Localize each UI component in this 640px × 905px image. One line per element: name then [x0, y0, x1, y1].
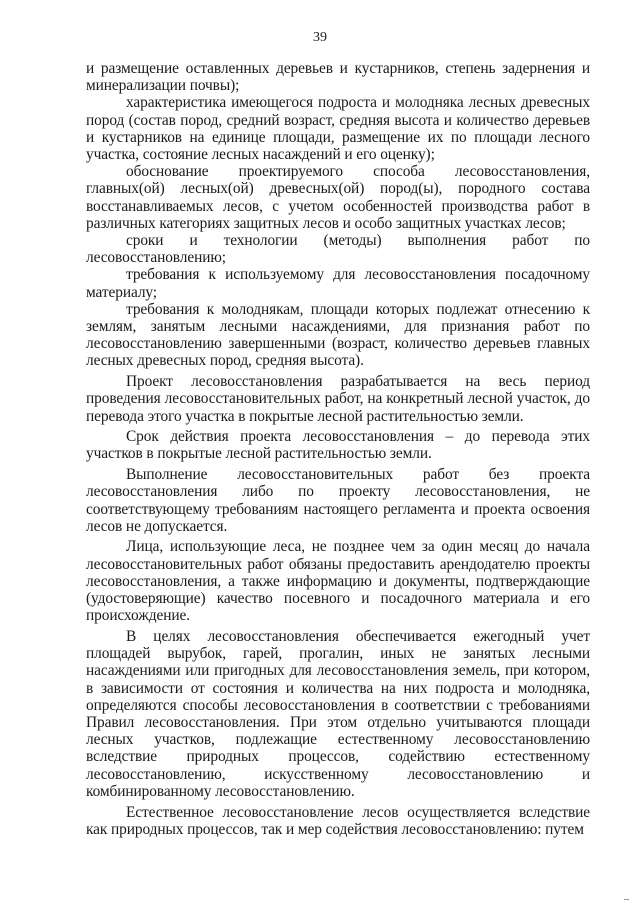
paragraph: сроки и технологии (методы) выполнения работ по лесовосстановлению; — [86, 232, 590, 267]
paragraph: требования к используемому для лесовосстановления посадочному материалу; — [86, 266, 590, 301]
document-body — [86, 60, 590, 838]
paragraph: В целях лесовосстановления обеспечивается ежегодный учет площадей вырубок, гарей, прогалин, иных не занятых лесными насаждениями или пригодных для лесовосстановления земель, при котором, в зависимости от состояния и количества на них подроста и молодняка, определяются способы лесовосстановления в соответствии с требованиями Правил лесовосстановления. При этом отдельно учитываются площади лесных участков, подлежащие естественному лесовосстановлению вследствие природных процессов, содействию естественному лесовосстановлению, искусственному лесовосстановлению и комбинированному лесовосстановлению. — [86, 628, 590, 800]
paragraph: Выполнение лесовосстановительных работ без проекта лесовосстановления либо по проекту лесовосстановления, не соответствующему требованиям настоящего регламента и проекта освоения лесов не допускается. — [86, 466, 590, 535]
paragraph: Естественное лесовосстановление лесов осуществляется вследствие как природных процессов, так и мер содействия лесовосстановлению: путем — [86, 803, 590, 838]
scan-margin-mark — [624, 899, 629, 900]
paragraph: Срок действия проекта лесовосстановления – до перевода этих участков в покрытые лесной растительностью земли. — [86, 428, 590, 463]
paragraph: Лица, использующие леса, не позднее чем за один месяц до начала лесовосстановительных работ обязаны предоставить арендодателю проекты лесовосстановления, а также информацию и документы, подтверждающие (удостоверяющие) качество посевного и посадочного материала и его происхождение. — [86, 538, 590, 625]
page-number: 39 — [313, 30, 327, 45]
paragraph: и размещение оставленных деревьев и кустарников, степень задернения и минерализации почвы); — [86, 60, 590, 95]
paragraph: требования к молоднякам, площади которых подлежат отнесению к землям, занятым лесными насаждениями, для признания работ по лесовосстановлению завершенными (возраст, количество деревьев главных лесных древесных пород, средняя высота). — [86, 300, 590, 370]
paragraph: характеристика имеющегося подроста и молодняка лесных древесных пород (состав пород, средний возраст, средняя высота и количество деревьев и кустарников на единице площади, размещение их по площади лесного участка, состояние лесных насаждений и его оценку); — [86, 94, 590, 164]
paragraph: Проект лесовосстановления разрабатывается на весь период проведения лесовосстановительных работ, на конкретный лесной участок, до перевода этого участка в покрытые лесной растительностью земли. — [86, 373, 590, 425]
paragraph: обоснование проектируемого способа лесовосстановления, главных(ой) лесных(ой) древесных(ой) пород(ы), породного состава восстанавливаемых лесов, с учетом особенностей производства работ в различных категориях защитных лесов и особо защитных участках лесов; — [86, 163, 590, 232]
